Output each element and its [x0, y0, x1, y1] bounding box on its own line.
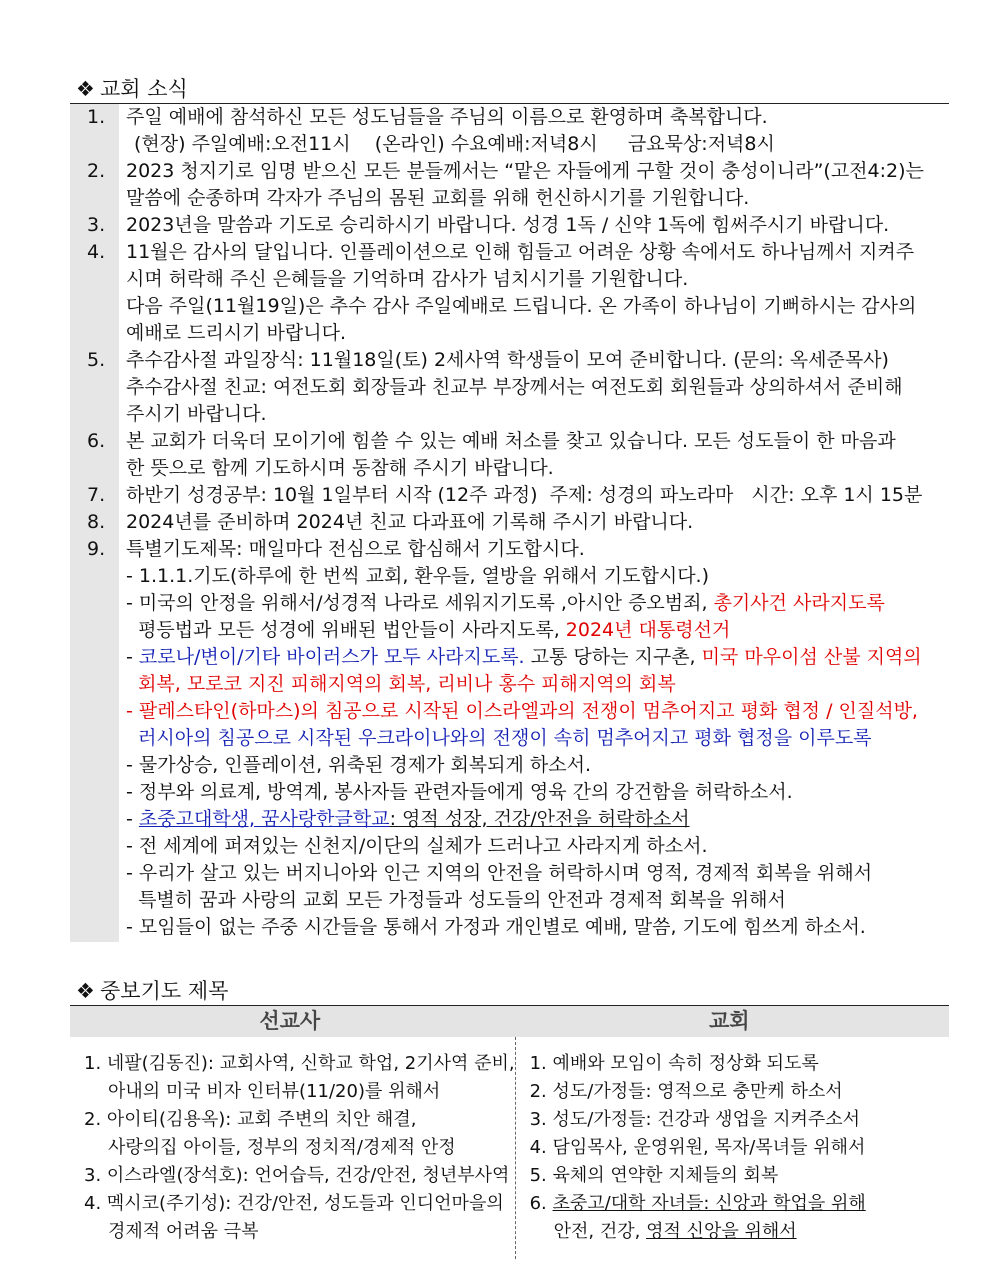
prayer-line: 회복, 모로코 지진 피해지역의 회복, 리비나 홍수 피해지역의 회복	[126, 673, 676, 695]
news-line: 예배로 드리시기 바랍니다.	[126, 322, 347, 344]
church-prayer-item: 2. 성도/가정들: 영적으로 충만케 하소서	[529, 1081, 843, 1102]
news-line: 2023년을 말씀과 기도로 승리하시기 바랍니다. 성경 1독 / 신약 1독에 힘써주시기 바랍니다.	[126, 214, 890, 236]
church-prayer-item: 6. 초중고/대학 자녀들: 신앙과 학업을 위해	[529, 1193, 866, 1214]
red-highlight: 미국 마우이섬 산불 지역의	[701, 646, 922, 668]
church-prayer-item: 3. 성도/가정들: 건강과 생업을 지켜주소서	[529, 1109, 861, 1130]
prayer-line: - 미국의 안정을 위해서/성경적 나라로 세워지기도록 ,아시안 증오범죄, 총기사건 사라지도록	[126, 592, 885, 614]
news-item-number: 5.	[70, 347, 119, 428]
prayer-line: - 초중고대학생, 꿈사랑한글학교: 영적 성장, 건강/안전을 허락하소서	[126, 808, 690, 830]
news-line: 시며 허락해 주신 은혜들을 기억하며 감사가 넘치시기를 기원합니다.	[126, 268, 689, 290]
section-title-text: 중보기도 제목	[100, 979, 229, 1003]
church-news-list	[70, 103, 949, 942]
news-item-6	[70, 428, 949, 482]
news-item-text	[119, 212, 949, 239]
prayer-line: - 우리가 살고 있는 버지니아와 인근 지역의 안전을 허락하시며 영적, 경제적 회복을 위해서	[126, 862, 873, 884]
missionary-prayer-item: 경제적 어려움 극복	[108, 1221, 259, 1242]
news-item-4	[70, 239, 949, 347]
news-line: 주시기 바랍니다.	[126, 403, 267, 425]
prayer-line: - 코로나/변이/기타 바이러스가 모두 사라지도록. 고통 당하는 지구촌, 미국 마우이섬 산불 지역의	[126, 646, 922, 668]
news-line: 다음 주일(11월19일)은 추수 감사 주일예배로 드립니다. 온 가족이 하나님이 기뻐하시는 감사의	[126, 295, 917, 317]
news-item-number: 8.	[70, 509, 119, 536]
news-item-number: 9.	[70, 536, 119, 942]
prayer-line: 평등법과 모든 성경에 위배된 법안들이 사라지도록, 2024년 대통령선거	[126, 619, 731, 641]
news-item-number: 3.	[70, 212, 119, 239]
news-item-text	[119, 104, 949, 158]
intercession-header	[70, 1005, 949, 1037]
church-prayer-item: 1. 예배와 모임이 속히 정상화 되도록	[529, 1053, 819, 1074]
news-item-number: 6.	[70, 428, 119, 482]
blue-highlight: 코로나/변이/기타 바이러스가 모두 사라지도록.	[138, 646, 525, 668]
news-item-3	[70, 212, 949, 239]
news-item-5	[70, 347, 949, 428]
prayer-line: - 팔레스타인(하마스)의 침공으로 시작된 이스라엘과의 전쟁이 멈추어지고 평화 협정 / 인질석방,	[126, 700, 918, 722]
news-line: (현장) 주일예배:오전11시 (온라인) 수요예배:저녁8시 금요묵상:저녁8시	[134, 133, 775, 155]
news-line: 11월은 감사의 달입니다. 인플레이션으로 인해 힘들고 어려운 상황 속에서도 하나님께서 지켜주	[126, 241, 915, 263]
church-prayer-item: 4. 담임목사, 운영위원, 목자/목녀들 위해서	[529, 1137, 866, 1158]
red-highlight: 총기사건 사라지도록	[713, 592, 885, 614]
missionary-prayer-item: 3. 이스라엘(장석호): 언어습득, 건강/안전, 청년부사역	[84, 1165, 510, 1186]
prayer-line: 러시아의 침공으로 시작된 우크라이나와의 전쟁이 속히 멈추어지고 평화 협정을 이루도록	[126, 727, 872, 749]
news-item-text	[119, 509, 949, 536]
news-item-number: 1.	[70, 104, 119, 158]
prayer-line: - 모임들이 없는 주중 시간들을 통해서 가정과 개인별로 예배, 말씀, 기도에 힘쓰게 하소서.	[126, 916, 866, 938]
prayer-topics	[119, 536, 949, 941]
news-item-text	[119, 428, 949, 482]
diamond-bullet-icon: ❖	[76, 77, 95, 101]
church-column	[516, 1037, 949, 1259]
missionary-prayer-item: 아내의 미국 비자 인터뷰(11/20)를 위해서	[108, 1081, 441, 1102]
news-line: 2023 청지기로 임명 받으신 모든 분들께서는 “맡은 자들에게 구할 것이 충성이니라”(고전4:2)는	[126, 160, 924, 182]
news-line: 한 뜻으로 함께 기도하시며 동참해 주시기 바랍니다.	[126, 457, 554, 479]
news-item-text	[119, 482, 949, 509]
news-item-8	[70, 509, 949, 536]
news-item-text	[119, 158, 949, 212]
missionary-prayer-item: 4. 멕시코(주기성): 건강/안전, 성도들과 인디언마을의	[84, 1193, 504, 1214]
missionary-prayer-item: 1. 네팔(김동진): 교회사역, 신학교 학업, 2기사역 준비,	[84, 1053, 515, 1074]
news-item-1	[70, 104, 949, 158]
church-prayer-item: 안전, 건강, 영적 신앙을 위해서	[553, 1221, 797, 1242]
news-item-number: 4.	[70, 239, 119, 347]
prayer-topics-title: 특별기도제목: 매일마다 전심으로 합심해서 기도합시다.	[126, 538, 585, 560]
prayer-line: - 1.1.1.기도(하루에 한 번씩 교회, 환우들, 열방을 위해서 기도합시다.)	[126, 565, 709, 587]
missionary-column	[70, 1037, 516, 1259]
missionary-prayer-item: 사랑의집 아이들, 정부의 정치적/경제적 안정	[108, 1137, 456, 1158]
news-item-number: 2.	[70, 158, 119, 212]
prayer-line: - 물가상승, 인플레이션, 위축된 경제가 회복되게 하소서.	[126, 754, 592, 776]
news-line: 추수감사절 과일장식: 11월18일(토) 2세사역 학생들이 모여 준비합니다. (문의: 옥세준목사)	[126, 349, 889, 371]
news-item-2	[70, 158, 949, 212]
section-title-intercession	[76, 978, 228, 1004]
news-line: 주일 예배에 참석하신 모든 성도님들을 주님의 이름으로 환영하며 축복합니다.	[126, 106, 768, 128]
church-prayer-item: 5. 육체의 연약한 지체들의 회복	[529, 1165, 779, 1186]
news-line: 추수감사절 친교: 여전도회 회장들과 친교부 부장께서는 여전도회 회원들과 상의하셔서 준비해	[126, 376, 903, 398]
prayer-line: - 정부와 의료계, 방역계, 봉사자들 관련자들에게 영육 간의 강건함을 허락하소서.	[126, 781, 793, 803]
news-line: 말씀에 순종하며 각자가 주님의 몸된 교회를 위해 헌신하시기를 기원합니다.	[126, 187, 750, 209]
missionary-prayer-item: 2. 아이티(김용옥): 교회 주변의 치안 해결,	[84, 1109, 417, 1130]
diamond-bullet-icon: ❖	[76, 979, 95, 1003]
missionary-header: 선교사	[259, 1009, 321, 1033]
prayer-line: - 전 세계에 퍼져있는 신천지/이단의 실체가 드러나고 사라지게 하소서.	[126, 835, 708, 857]
news-item-7	[70, 482, 949, 509]
news-item-text	[119, 347, 949, 428]
news-line: 하반기 성경공부: 10월 1일부터 시작 (12주 과정) 주제: 성경의 파노라마 시간: 오후 1시 15분	[126, 484, 923, 506]
news-item-number: 7.	[70, 482, 119, 509]
prayer-line: 특별히 꿈과 사랑의 교회 모든 가정들과 성도들의 안전과 경제적 회복을 위해서	[126, 889, 786, 911]
news-item-9	[70, 536, 949, 942]
red-highlight: 2024년 대통령선거	[565, 619, 731, 641]
intercession-table	[70, 1005, 949, 1259]
church-header: 교회	[708, 1009, 750, 1033]
news-line: 2024년를 준비하며 2024년 친교 다과표에 기록해 주시기 바랍니다.	[126, 511, 694, 533]
news-line: 본 교회가 더욱더 모이기에 힘쓸 수 있는 예배 처소를 찾고 있습니다. 모든 성도들이 한 마음과	[126, 430, 896, 452]
section-title-text: 교회 소식	[100, 77, 188, 101]
section-title-church-news	[76, 76, 188, 102]
news-item-text	[119, 239, 949, 347]
blue-underline-highlight: 초중고대학생, 꿈사랑한글학교	[138, 808, 390, 830]
